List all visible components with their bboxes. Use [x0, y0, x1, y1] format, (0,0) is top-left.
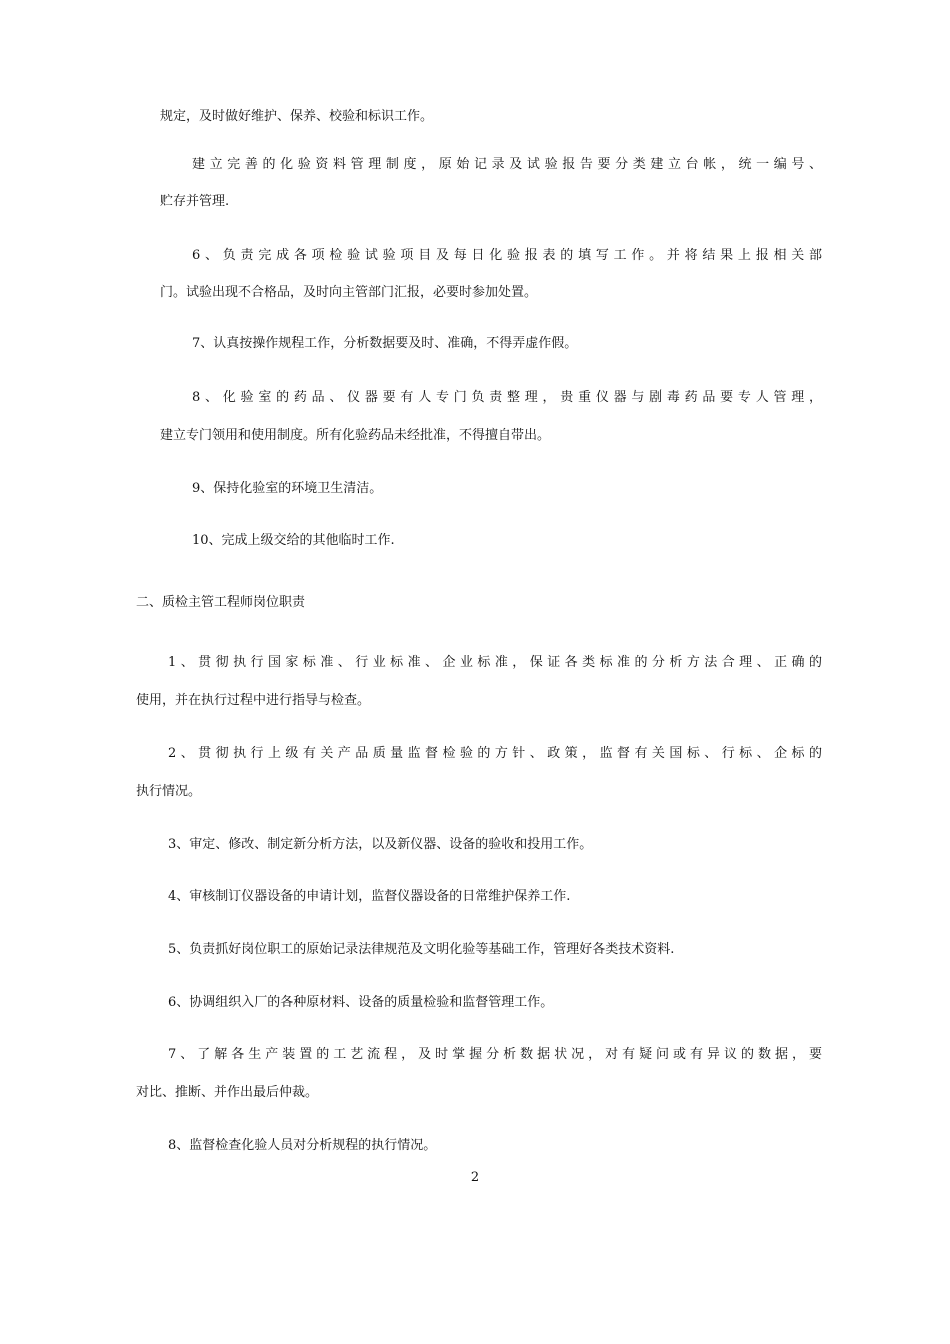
text-line: 执行情况。	[136, 784, 202, 799]
text-line: 5、负责抓好岗位职工的原始记录法律规范及文明化验等基础工作，管理好各类技术资料.	[168, 942, 675, 957]
text-line: 10、完成上级交给的其他临时工作.	[192, 533, 395, 548]
text-line: 8、监督检查化验人员对分析规程的执行情况。	[168, 1138, 437, 1153]
section-heading: 二、质检主管工程师岗位职责	[136, 595, 306, 610]
text-line: 4、审核制订仪器设备的申请计划，监督仪器设备的日常维护保养工作.	[168, 889, 571, 904]
text-line: 规定，及时做好维护、保养、校验和标识工作。	[160, 109, 434, 124]
text-line: 建立完善的化验资料管理制度，原始记录及试验报告要分类建立台帐，统一编号、	[192, 157, 822, 172]
text-line: 6、负责完成各项检验试验项目及每日化验报表的填写工作。并将结果上报相关部	[192, 248, 822, 263]
page-number: 2	[470, 1170, 480, 1185]
text-line: 2、贯彻执行上级有关产品质量监督检验的方针、政策，监督有关国标、行标、企标的	[168, 746, 822, 761]
text-line: 6、协调组织入厂的各种原材料、设备的质量检验和监督管理工作。	[168, 995, 554, 1010]
text-line: 7、了解各生产装置的工艺流程，及时掌握分析数据状况，对有疑问或有异议的数据，要	[168, 1047, 822, 1062]
text-line: 7、认真按操作规程工作，分析数据要及时、准确，不得弄虚作假。	[192, 336, 578, 351]
text-line: 建立专门领用和使用制度。所有化验药品未经批准，不得擅自带出。	[160, 428, 551, 443]
text-line: 对比、推断、并作出最后仲裁。	[136, 1085, 319, 1100]
text-line: 1、贯彻执行国家标准、行业标准、企业标准，保证各类标准的分析方法合理、正确的	[168, 655, 822, 670]
text-line: 使用，并在执行过程中进行指导与检查。	[136, 693, 371, 708]
text-line: 9、保持化验室的环境卫生清洁。	[192, 481, 383, 496]
text-line: 贮存并管理.	[160, 194, 230, 209]
text-line: 门。试验出现不合格品，及时向主管部门汇报，必要时参加处置。	[160, 285, 538, 300]
text-line: 3、审定、修改、制定新分析方法，以及新仪器、设备的验收和投用工作。	[168, 837, 593, 852]
text-line: 8、化验室的药品、仪器要有人专门负责整理，贵重仪器与剧毒药品要专人管理，	[192, 390, 822, 405]
